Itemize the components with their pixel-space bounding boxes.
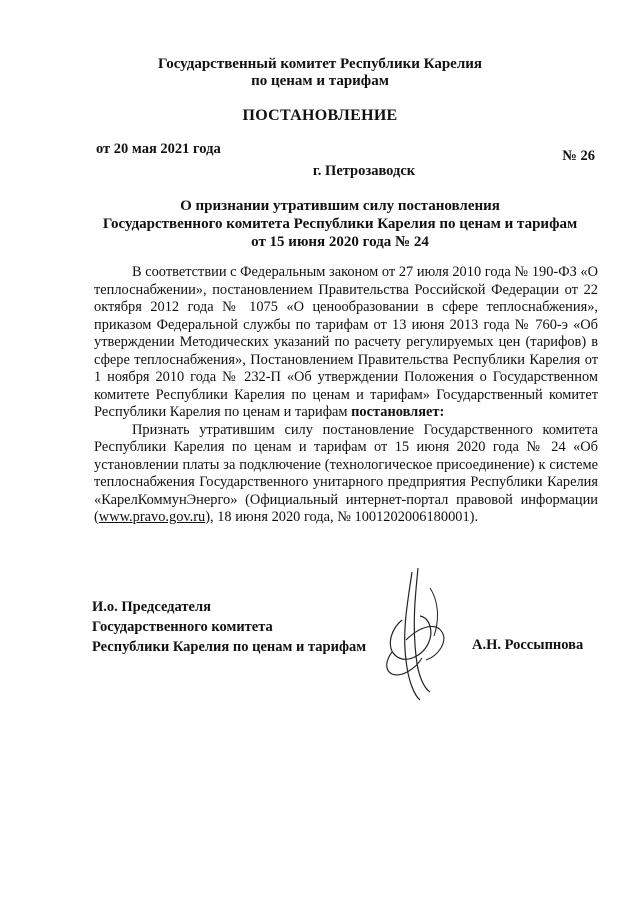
resolution-keyword: постановляет: [351,404,445,420]
signatory-title-line1: И.о. Председателя [92,599,211,615]
organization-name-line1: Государственный комитет Республики Карелия [158,56,482,72]
document-body [94,264,598,527]
paragraph-1-text: В соответствии с Федеральным законом от 27 июля 2010 года № 190-ФЗ «О теплоснабжении», постановлением Правительства Российской Федерации от 22 октября 2012 года № 1075 «О ценообразовании в сфере теплоснабжения», приказом Федеральной службы по тарифам от 13 июня 2013 года № 760-э «Об утверждении Методических указаний по расчету регулируемых цен (тарифов) в сфере теплоснабжения», Постановлением Правительства Республики Карелия от 1 ноября 2010 года № 232-П «Об утверждении Положения о Государственном комитете Республики Карелия по ценам и тарифам» Государственный комитет Республики Карелия по ценам и тарифам [94,264,598,420]
signatory-title-line3: Республики Карелия по ценам и тарифам [92,639,367,655]
subject-line2: Государственного комитета Республики Карелия по ценам и тарифам [102,216,578,232]
signatory-name: А.Н. Россыпнова [472,637,584,653]
paragraph-2-tail: ), 18 июня 2020 года, № 1001202006180001). [205,509,479,525]
organization-header [0,56,640,90]
paragraph-2-text: Признать утратившим силу постановление Государственного комитета Республики Карелия по ценам и тарифам от 15 июня 2020 года № 24 «Об установлении платы за подключение (технологическое присоединение) к системе теплоснабжения Государственного унитарного предприятия Республики Карелия «КарелКоммунЭнерго» (Официальный интернет-портал правовой информации ( [94,421,598,525]
subject-line1: О признании утратившим силу постановления [180,198,500,214]
organization-name-line2: по ценам и тарифам [251,73,389,89]
subject-line3: от 15 июня 2020 года № 24 [251,234,429,250]
handwritten-signature [372,560,482,720]
signatory-title [92,597,366,657]
document-subject [70,197,610,251]
document-date: от 20 мая 2021 года [96,141,221,157]
document-city: г. Петрозаводск [312,163,416,179]
body-paragraph-2 [94,422,598,527]
document-number: № 26 [562,148,595,164]
signatory-title-line2: Государственного комитета [92,619,273,635]
document-type: ПОСТАНОВЛЕНИЕ [242,107,398,124]
pravo-link[interactable]: www.pravo.gov.ru [98,509,206,525]
body-paragraph-1 [94,264,598,422]
